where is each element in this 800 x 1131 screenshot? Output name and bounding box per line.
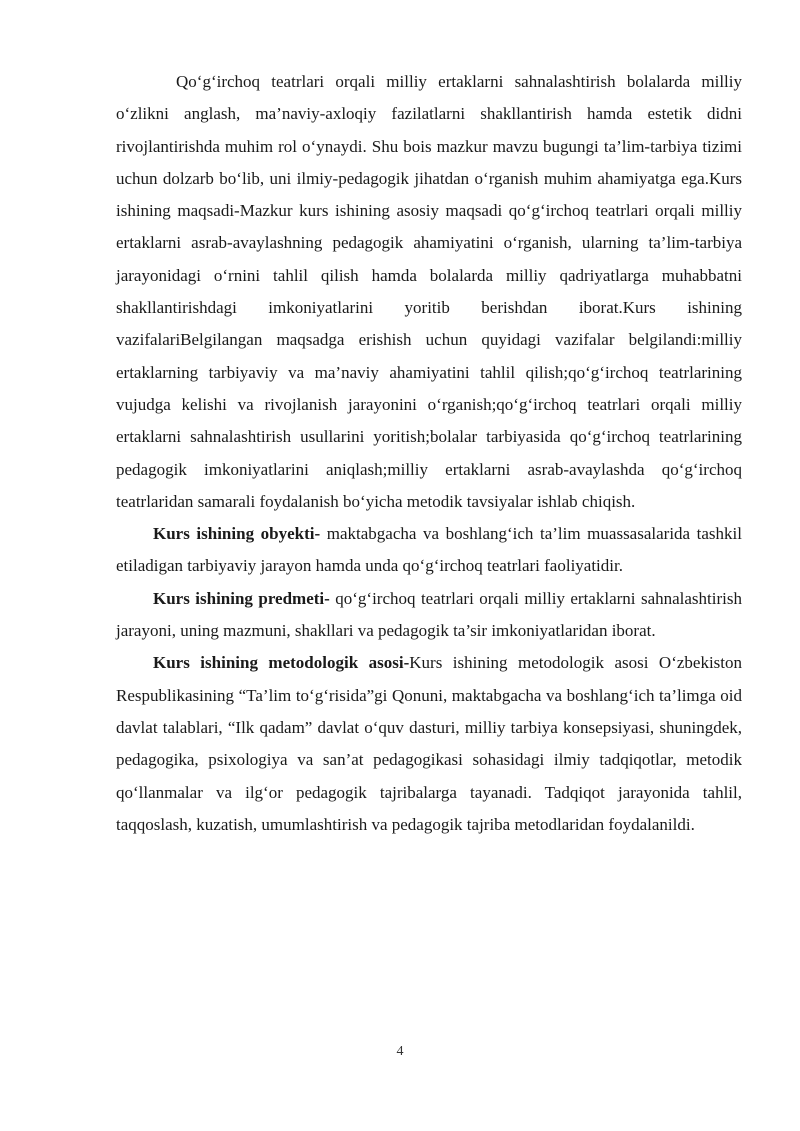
paragraph-methodology [116, 647, 742, 841]
paragraph-object [116, 518, 742, 583]
paragraph-introduction [116, 66, 742, 518]
paragraph-text: Qo‘g‘irchoq teatrlari orqali milliy ertaklarni sahnalashtirish bolalarda milliy o‘zlikni anglash, ma’naviy-axloqiy fazilatlarni shakllantirish hamda estetik didni rivojlantirishda muhim rol o‘ynaydi. Shu bois mazkur mavzu bugungi ta’lim-tarbiya tizimi uchun dolzarb bo‘lib, uni ilmiy-pedagogik jihatdan o‘rganish muhim ahamiyatga ega.Kurs ishining maqsadi-Mazkur kurs ishining asosiy maqsadi qo‘g‘irchoq teatrlari orqali milliy ertaklarni asrab-avaylashning pedagogik ahamiyatini o‘rganish, ularning ta’lim-tarbiya jarayonidagi o‘rnini tahlil qilish hamda bolalarda milliy qadriyatlarga muhabbatni shakllantirishdagi imkoniyatlarini yoritib berishdan iborat.Kurs ishining vazifalariBelgilangan maqsadga erishish uchun quyidagi vazifalar belgilandi:milliy ertaklarning tarbiyaviy va ma’naviy ahamiyatini tahlil qilish;qo‘g‘irchoq teatrlarining vujudga kelishi va rivojlanish jarayonini o‘rganish;qo‘g‘irchoq teatrlari orqali milliy ertaklarni sahnalashtirish usullarini yoritish;bolalar tarbiyasida qo‘g‘irchoq teatrlarining pedagogik imkoniyatlarini aniqlash;milliy ertaklarni asrab-avaylashda qo‘g‘irchoq teatrlaridan samarali foydalanish bo‘yicha metodik tavsiyalar ishlab chiqish. [116, 72, 742, 511]
paragraph-lead-methodology: Kurs ishining metodologik asosi- [153, 653, 410, 673]
paragraph-lead-subject: Kurs ishining predmeti- [153, 588, 330, 608]
paragraph-text-object: maktabgacha va boshlang‘ich ta’lim muassasalarida tashkil etiladigan tarbiyaviy jarayon hamda unda qo‘g‘irchoq teatrlari faoliyatidir. [116, 524, 742, 576]
page-number: 4 [396, 1044, 404, 1059]
paragraph-text-methodology: Kurs ishining metodologik asosi O‘zbekiston Respublikasining “Ta’lim to‘g‘risida”gi Qonuni, maktabgacha va boshlang‘ich ta’limga oid davlat talablari, “Ilk qadam” davlat o‘quv dasturi, milliy tarbiya konsepsiyasi, shuningdek, pedagogika, psixologiya va san’at pedagogikasi sohasidagi ilmiy tadqiqotlar, metodik qo‘llanmalar va ilg‘or pedagogik tajribalarga tayanadi. Tadqiqot jarayonida tahlil, taqqoslash, kuzatish, umumlashtirish va pedagogik tajriba metodlaridan foydalanildi. [116, 653, 743, 834]
document-body [116, 66, 742, 841]
paragraph-subject [116, 583, 742, 648]
paragraph-text-subject: qo‘g‘irchoq teatrlari orqali milliy ertaklarni sahnalashtirish jarayoni, uning mazmuni, shakllari va pedagogik ta’sir imkoniyatlaridan iborat. [116, 588, 742, 641]
paragraph-lead-object: Kurs ishining obyekti- [153, 524, 321, 544]
